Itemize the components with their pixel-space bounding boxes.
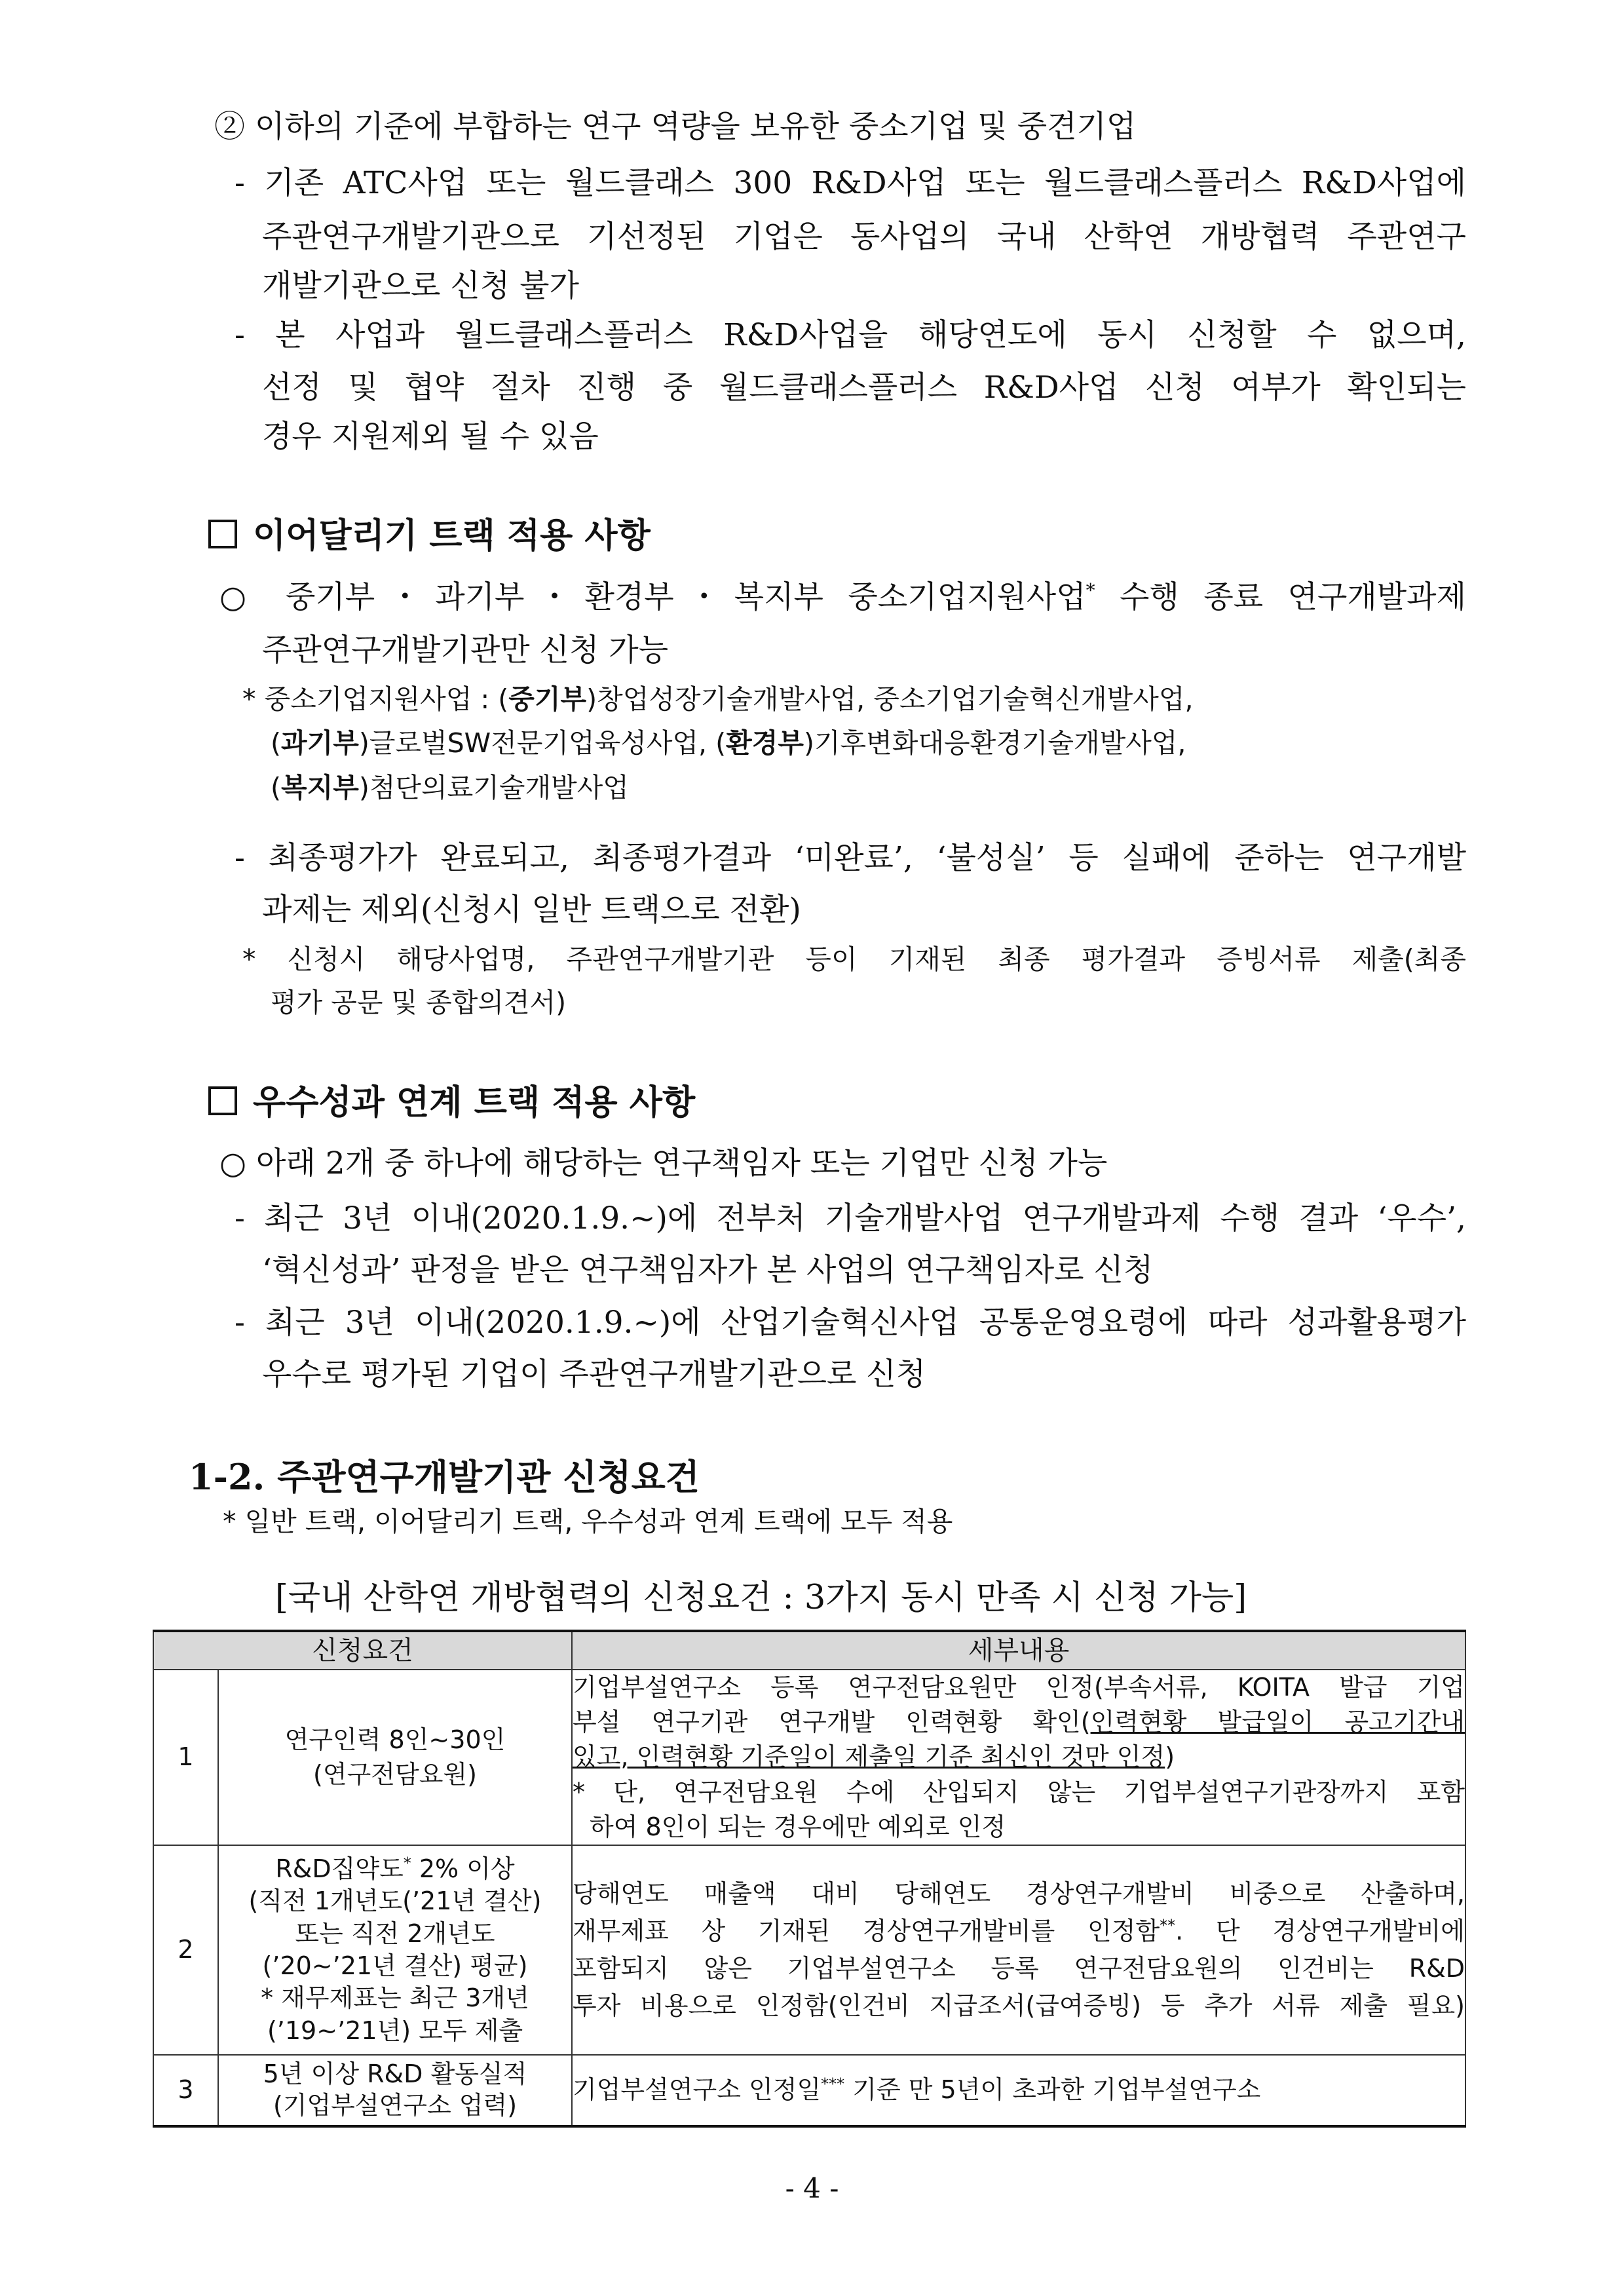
bullet-line: 과제는 제외(신청시 일반 트랙으로 전환) [262,892,801,928]
section-heading-relay-track [208,508,651,557]
checkbox-square-icon [208,520,237,548]
item-2-text: ② 이하의 기준에 부합하는 연구 역량을 보유한 중소기업 및 중견기업 [214,109,1137,145]
bullet-line: 개발기관으로 신청 불가 [262,268,579,304]
bullet-line: 주관연구개발기관으로 기선정된 기업은 동사업의 국내 산학연 개방협력 주관연구 [262,219,1466,255]
row-number: 2 [153,1845,218,2055]
bullet-line: 우수로 평가된 기업이 주관연구개발기관으로 신청 [262,1356,926,1392]
bullet-line: 선정 및 협약 절차 진행 중 월드클래스플러스 R&D사업 신청 여부가 확인되는 [262,370,1466,406]
circle-bullet-line: 주관연구개발기관만 신청 가능 [262,632,669,668]
footnote-line: * 일반 트랙, 이어달리기 트랙, 우수성과 연계 트랙에 모두 적용 [223,1506,953,1537]
footnote-line: 평가 공문 및 종합의견서) [271,987,567,1018]
checkbox-square-icon [208,1086,237,1115]
row-number: 3 [153,2055,218,2126]
header-detail: 세부내용 [572,1631,1465,1670]
footnote-line: * 신청시 해당사업명, 주관연구개발기관 등이 기재된 최종 평가결과 증빙서류 제출(최종 [242,944,1466,975]
table-caption: [국내 산학연 개방협력의 신청요건 : 3가지 동시 만족 시 신청 가능] [275,1578,1247,1617]
table-header-row [153,1631,1465,1670]
bullet-line: ‘혁신성과’ 판정을 받은 연구책임자가 본 사업의 연구책임자로 신청 [262,1252,1154,1288]
bullet-line: - 최종평가가 완료되고, 최종평가결과 ‘미완료’, ‘불성실’ 등 실패에 준하는 연구개발 [235,840,1466,876]
heading-text: 우수성과 연계 트랙 적용 사항 [253,1082,696,1122]
bullet-line: 경우 지원제외 될 수 있음 [262,419,599,455]
circle-bullet-line: ○ 중기부・과기부・환경부・복지부 중소기업지원사업* 수행 종료 연구개발과제 [219,579,1466,615]
footnote-line: * 중소기업지원사업 : (중기부)창업성장기술개발사업, 중소기업기술혁신개발사업, [242,683,1194,715]
page-number: - 4 - [785,2172,839,2204]
detail-cell: 기업부설연구소 등록 연구전담요원만 인정(부속서류, KOITA 발급 기업 부설 연구기관 연구개발 인력현황 확인(인력현황 발급일이 공고기간내 있고, 인력현황 기준일이 제출일 기준 최신인 것만 인정) * 단, 연구전담요원 수에 산입되지 않는 기업부설연구기관장까지 포함 하여 8인이 되는 경우에만 예외로 인정 [572,1670,1465,1845]
requirement-cell: R&D집약도* 2% 이상 (직전 1개년도(’21년 결산) 또는 직전 2개년도 (’20~’21년 결산) 평균) * 재무제표는 최근 3개년 (’19~’21년) 모두 제출 [218,1845,572,2055]
bullet-line: - 본 사업과 월드클래스플러스 R&D사업을 해당연도에 동시 신청할 수 없으며, [235,317,1466,353]
detail-cell: 당해연도 매출액 대비 당해연도 경상연구개발비 비중으로 산출하며, 재무제표 상 기재된 경상연구개발비를 인정함**. 단 경상연구개발비에 포함되지 않은 기업부설연구소 등록 연구전담요원의 인건비는 R&D 투자 비용으로 인정함(인건비 지급조서(급여증빙) 등 추가 서류 제출 필요) [572,1845,1465,2055]
table-row [153,1845,1465,2055]
bullet-line: - 최근 3년 이내(2020.1.9.~)에 전부처 기술개발사업 연구개발과제 수행 결과 ‘우수’, [235,1200,1466,1236]
bullet-line: - 기존 ATC사업 또는 월드클래스 300 R&D사업 또는 월드클래스플러스 R&D사업에 [235,165,1466,201]
row-number: 1 [153,1670,218,1845]
requirements-table [153,1630,1466,2128]
section-heading-excellence-track [208,1075,695,1124]
table-row [153,2055,1465,2126]
footnote-line: (복지부)첨단의료기술개발사업 [271,772,629,803]
requirement-cell: 5년 이상 R&D 활동실적 (기업부설연구소 업력) [218,2055,572,2126]
bullet-line: - 최근 3년 이내(2020.1.9.~)에 산업기술혁신사업 공통운영요령에 따라 성과활용평가 [235,1305,1466,1341]
footnote-line: (과기부)글로벌SW전문기업육성사업, (환경부)기후변화대응환경기술개발사업, [271,727,1186,759]
detail-cell: 기업부설연구소 인정일*** 기준 만 5년이 초과한 기업부설연구소 [572,2055,1465,2126]
circle-bullet-line: ○ 아래 2개 중 하나에 해당하는 연구책임자 또는 기업만 신청 가능 [219,1145,1108,1181]
heading-text: 이어달리기 트랙 적용 사항 [253,516,651,556]
table-row [153,1670,1465,1845]
section-title-1-2: 1-2. 주관연구개발기관 신청요건 [189,1456,700,1498]
requirement-cell: 연구인력 8인~30인 (연구전담요원) [218,1670,572,1845]
header-requirement: 신청요건 [153,1631,572,1670]
